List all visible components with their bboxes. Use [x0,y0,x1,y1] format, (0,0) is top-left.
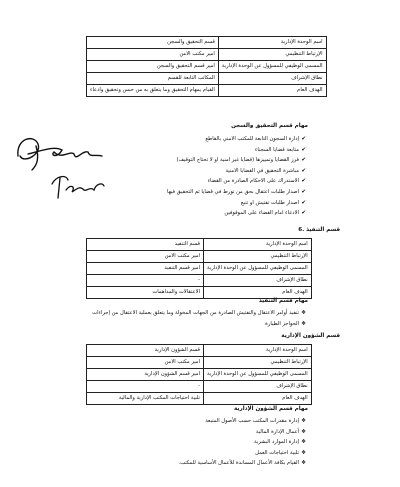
list-item: ❖تلبية احتياجات العمل [178,448,306,459]
unit-table-admin [86,344,312,405]
task-list-execution [92,308,306,329]
unit-table-execution [86,238,312,299]
handwritten-signature [10,132,130,212]
list-item: ❖القيام بكافة الأعمال المساندة للأعمال الأساسية للمكتب. [178,458,306,469]
check-bullet-icon: ✔ [301,210,306,217]
task-list-investigation [167,134,306,219]
table-row [87,287,312,299]
table-row [87,357,312,369]
check-bullet-icon: ✔ [301,178,306,185]
check-bullet-icon: ✔ [301,136,306,142]
list-item: ❖الحواجز الطيارة [92,319,306,330]
diamond-bullet-icon: ❖ [301,428,306,435]
section-heading-execution-tasks: مهام قسم التنفيذ [258,298,308,304]
table-label-cell: اسم الوحدة الإدارية [204,239,312,251]
table-row [87,393,312,405]
table-row [87,73,327,85]
list-item: ❖إدارة مقدرات المكتب حسب الأصول المتبعة [178,416,306,427]
table-value-cell: القيام بمهام التحقيق وما يتعلق به من حبس وتحقيق وادعاء [87,85,219,97]
diamond-bullet-icon: ❖ [301,310,306,316]
section-heading-admin: قسم الشؤون الإدارية [281,333,340,339]
table-label-cell: اسم الوحدة الإدارية [204,345,312,357]
table-value-cell: امير قسم التنفيذ [87,263,204,275]
list-item: ✔فرز القضايا وتمييزها (قضايا غير امنية او لا تحتاج التوقيف) [167,155,306,166]
table-row [87,37,327,49]
list-item: ❖تنفيذ أوامر الاعتقال والتفتيش الصادرة من الجهات المخولة وما يتعلق بعملية الاعتقال من إجراءات [92,308,306,319]
table-value-cell: - [87,275,204,287]
table-label-cell: الإرتباط التنظيمي [204,357,312,369]
table-value-cell: قسم التنفيذ [87,239,204,251]
list-item: ❖إدارة الموارد البشرية [178,437,306,448]
list-item: ❖أعمال الإدارة المالية [178,427,306,438]
table-label-cell: المسمى الوظيفي للمسؤول عن الوحدة الإدارية [204,369,312,381]
table-value-cell: المكاتب التابعة للقسم [87,73,219,85]
section-heading-execution: قسم التنفيذ ‌.6 [298,227,340,233]
check-bullet-icon: ✔ [301,167,306,174]
list-item: ✔إدارة السجون التابعة للمكتب الامني بالقاطع [167,134,306,145]
table-label-cell: الهدف العام [204,287,312,299]
table-label-cell: الهدف العام [218,85,326,97]
diamond-bullet-icon: ❖ [301,460,306,467]
table-row [87,49,327,61]
table-row [87,61,327,73]
diamond-bullet-icon: ❖ [301,449,306,456]
table-label-cell: نطاق الإشراف [218,73,326,85]
section-heading-admin-tasks: مهام قسم الشؤون الإدارية [234,406,308,412]
unit-table-investigation [86,36,327,97]
table-row [87,85,327,97]
list-item: ✔الادعاء امام القضاء على الموقوفين [167,208,306,219]
list-item: ✔اصدار طلبات تفتيش او تتبع [167,198,306,209]
diamond-bullet-icon: ❖ [301,418,306,424]
diamond-bullet-icon: ❖ [301,439,306,446]
table-value-cell: قسم التحقيق والسجن [87,37,219,49]
table-value-cell: امير مكتب الامن [87,49,219,61]
list-item: ✔اصدار طلبات اعتقال بحق من تورط في قضايا ثم التحقيق فيها [167,187,306,198]
table-value-cell: تلبية احتياجات المكتب الإدارية والمالية [87,393,204,405]
section-heading-investigation-tasks: مهام قسم التحقيق والسجن [231,123,308,129]
check-bullet-icon: ✔ [301,199,306,206]
table-value-cell: امير مكتب الامن [87,357,204,369]
table-label-cell: الإرتباط التنظيمي [204,251,312,263]
table-label-cell: المسمى الوظيفي للمسؤول عن الوحدة الإدارية [204,263,312,275]
diamond-bullet-icon: ❖ [301,320,306,327]
table-label-cell: اسم الوحدة الإدارية [218,37,326,49]
table-label-cell: نطاق الإشراف [204,275,312,287]
table-value-cell: - [87,381,204,393]
table-label-cell: الإرتباط التنظيمي [218,49,326,61]
table-label-cell: الهدف العام [204,393,312,405]
task-list-admin [178,416,306,469]
table-value-cell: امير قسم التحقيق والسجن [87,61,219,73]
table-row [87,239,312,251]
table-row [87,369,312,381]
check-bullet-icon: ✔ [301,157,306,164]
check-bullet-icon: ✔ [301,188,306,195]
table-label-cell: المسمى الوظيفي للمسؤول عن الوحدة الإدارية [218,61,326,73]
table-value-cell: قسم الشؤون الإدارية [87,345,204,357]
table-value-cell: الاعتقالات والمداهمات [87,287,204,299]
check-bullet-icon: ✔ [301,146,306,153]
list-item: ✔مباشرة التحقيق في القضايا الامنية [167,166,306,177]
table-row [87,345,312,357]
table-row [87,251,312,263]
table-row [87,263,312,275]
list-item: ✔الاستدراك على الاحكام الصادرة من القضاء [167,176,306,187]
table-value-cell: امير قسم الشؤون الإدارية [87,369,204,381]
table-value-cell: امير مكتب الامن [87,251,204,263]
list-item: ✔متابعة قضايا السجناء [167,145,306,156]
table-row [87,381,312,393]
table-label-cell: نطاق الإشراف [204,381,312,393]
table-row [87,275,312,287]
